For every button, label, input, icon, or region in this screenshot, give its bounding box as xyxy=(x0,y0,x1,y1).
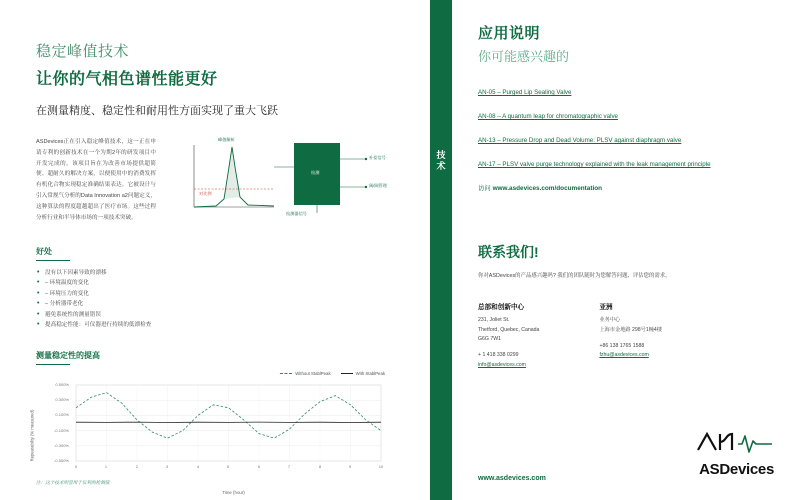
office-address-line: Thetford, Quebec, Canada xyxy=(478,326,540,333)
contact-intro: 你对ASDevices的产品感兴趣吗? 我们的团队随时为您解答问题、评估您的需求。 xyxy=(478,273,671,279)
list-item: • – 环境温度的变化 xyxy=(36,278,402,288)
y-tick: -0.300% xyxy=(54,443,69,449)
logo-text xyxy=(696,461,774,478)
offices xyxy=(478,301,774,370)
office-name: 总部和创新中心 xyxy=(478,304,525,312)
chart-y-axis-label: Repeatability (% measured) xyxy=(29,410,35,462)
spine-label: 技术 xyxy=(435,150,446,172)
logo-mark-icon xyxy=(696,432,774,454)
office-address-line: 231, Joliet St. xyxy=(478,317,510,324)
list-item xyxy=(478,129,774,147)
office-hq xyxy=(478,301,539,370)
app-notes-subtitle: 你可能感兴趣的 xyxy=(478,49,570,64)
stability-chart xyxy=(29,371,391,496)
page-subtitle: 在测量精度、稳定性和耐用性方面实现了重大飞跃 xyxy=(36,105,278,117)
chart-x-axis-label: Time (hour) xyxy=(222,490,245,496)
list-item xyxy=(478,81,774,99)
list-item: • 提高稳定性能：可仪器进行持续的低漂检查 xyxy=(36,320,402,330)
x-tick: 8 xyxy=(318,464,322,470)
x-tick: 7 xyxy=(287,464,291,470)
list-item: • – 环境压力的变化 xyxy=(36,289,402,299)
application-notes-list xyxy=(478,81,774,171)
visit-prefix: 访问 xyxy=(478,185,493,192)
office-address-line: 业务中心 xyxy=(599,317,621,324)
x-tick: 9 xyxy=(348,464,352,470)
chart-rule xyxy=(36,364,70,365)
app-note-link[interactable]: AN-17 – PLSV valve purge technology explained with the leak management principle xyxy=(478,161,711,168)
x-tick: 0 xyxy=(74,464,78,470)
page-title-light: 稳定峰值技术 xyxy=(36,43,130,60)
app-notes-title: 应用说明 xyxy=(478,25,541,42)
office-name: 亚洲 xyxy=(599,304,613,312)
logo-text-as: AS xyxy=(699,461,720,478)
list-item: • – 分析器带老化 xyxy=(36,299,402,309)
diagram-label-detector-signal: 检测器信号 xyxy=(286,210,307,216)
diagram-svg xyxy=(166,137,396,217)
app-note-link[interactable]: AN-08 – A quantum leap for chromatographic valve xyxy=(478,113,618,120)
x-tick: 4 xyxy=(196,464,200,470)
y-tick: -0.100% xyxy=(54,428,69,434)
x-tick: 2 xyxy=(135,464,139,470)
diagram-label-valve: 阀/阀管理 xyxy=(369,182,387,188)
legend-label: With StablPeak xyxy=(355,371,385,377)
office-email[interactable]: fzhu@asdevices.com xyxy=(599,352,649,359)
y-tick: 0.500% xyxy=(55,382,69,388)
intro-block xyxy=(36,137,402,224)
office-asia xyxy=(599,301,662,370)
office-email[interactable]: info@asdevices.com xyxy=(478,361,526,368)
logo-text-devices: Devices xyxy=(719,461,774,478)
office-address-line: 上海市金地路 298号1幢4楼 xyxy=(599,326,662,333)
diagram-label-detector: 检测 xyxy=(311,169,320,175)
intro-paragraph: ASDevices正在引入稳定峰值技术，这一正在申请专利的创新技术在一个为期2年的研发项目中开发完成的。该项目旨在为改善市场提供超简便、超耐久的解决方案，以便使用中的消费发挥有机化合物实现稳定准确结果表达。它被设计与引入常规气分析的Data Innovation a2问题定义，这种算法的程度超越超出了医疗市场。这些过程分析行业和半导体市场的一项技术突破。 xyxy=(36,138,156,222)
contact-title: 联系我们! xyxy=(478,244,539,260)
x-tick: 10 xyxy=(378,464,384,470)
documentation-url[interactable]: www.asdevices.com/documentation xyxy=(492,185,603,192)
legend-swatch-solid xyxy=(341,373,353,374)
chart-svg xyxy=(36,381,391,481)
x-tick: 1 xyxy=(104,464,108,470)
page-title: 让你的气相色谱性能更好 xyxy=(36,71,218,88)
y-tick: 0.100% xyxy=(55,412,69,418)
list-item: • 没有以下因素导致的漂移 xyxy=(36,268,402,278)
right-column xyxy=(452,0,800,500)
benefits-list xyxy=(36,268,402,330)
chart-legend xyxy=(280,371,385,376)
office-address-line: G6G 7W1 xyxy=(478,335,502,342)
legend-label: Without StablPeak xyxy=(295,371,331,377)
legend-swatch-dashed xyxy=(280,373,292,374)
list-item xyxy=(478,153,774,171)
diagram-label-peak: 峰值解析 xyxy=(218,136,235,142)
x-tick: 3 xyxy=(165,464,169,470)
benefits-heading: 好处 xyxy=(36,246,52,256)
app-note-link[interactable]: AN-13 – Pressure Drop and Dead Volume: PLSV against diaphragm valve xyxy=(478,137,682,144)
office-phone: +86 138 1765 1588 xyxy=(599,342,645,349)
legend-item-without xyxy=(280,371,330,376)
y-tick: -0.500% xyxy=(54,458,69,464)
documentation-visit xyxy=(478,183,774,192)
technology-diagram xyxy=(166,137,396,217)
legend-item-with xyxy=(341,371,385,376)
diagram-label-ref: 对比例 xyxy=(199,190,212,196)
chart-heading: 测量稳定性的提高 xyxy=(36,351,100,361)
app-note-link[interactable]: AN-05 – Purged Lip Sealing Valve xyxy=(478,89,572,96)
list-item: • 避免系统性的测量错误 xyxy=(36,310,402,320)
y-tick: 0.300% xyxy=(55,397,69,403)
diagram-label-signal: 补偿信号 xyxy=(369,154,386,160)
company-logo xyxy=(696,432,774,478)
benefits-rule xyxy=(36,260,70,261)
x-tick: 6 xyxy=(257,464,261,470)
section-spine xyxy=(430,0,452,500)
website-url[interactable]: www.asdevices.com xyxy=(478,475,546,482)
footnote: 注：这个技术明显用于仪利的检测值 xyxy=(36,480,110,485)
list-item xyxy=(478,105,774,123)
x-tick: 5 xyxy=(226,464,230,470)
office-phone: + 1 418 338 0299 xyxy=(478,352,519,359)
